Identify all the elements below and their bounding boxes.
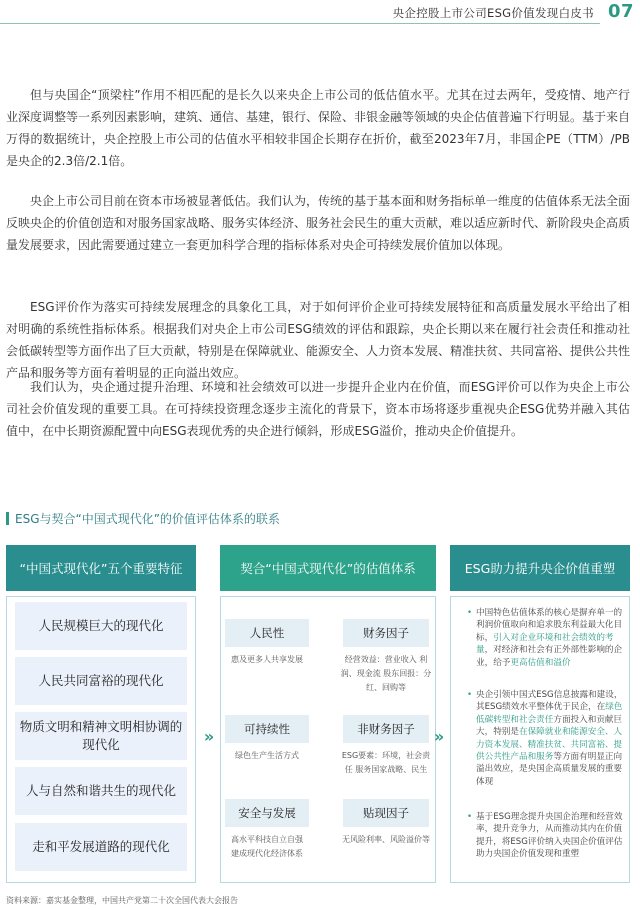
esg-bullet [467,607,625,669]
factor-caption: 经营效益：营业收入 利润、现金流 股东回报：分红、回购等 [340,655,432,692]
header-divider [0,23,600,24]
valuation-panel [220,596,436,883]
feature-item: 走和平发展道路的现代化 [15,823,187,871]
paragraph-2: 央企上市公司目前在资本市场被显著低估。我们认为，传统的基于基本面和财务指标单一维度的估值体系无法全面反映央企的价值创造和对服务国家战略、服务实体经济、服务社会民生的重大贡献，难以适应新时代、新阶段央企高质量发展要求，因此需要通过建立一套更加科学合理的指标体系对央企可持续发展价值加以体现。 [6,194,631,252]
valuation-pill: 可持续性 [225,715,309,743]
section-marker [6,512,9,525]
section-title [6,510,280,527]
page-header [0,0,640,26]
chevron-right-icon: » [203,727,215,746]
source-note: 资料来源：嘉实基金整理，中国共产党第二十次全国代表大会报告 [6,896,238,905]
section-title-text: ESG与契合“中国式现代化”的价值评估体系的联系 [15,512,280,526]
chevron-right-icon: » [433,727,445,746]
bullet-text: ，对经济和社会有正外部性影响的企业，给予 [476,645,623,668]
feature-item: 人与自然和谐共生的现代化 [15,767,187,815]
paragraph-3: ESG评价作为落实可持续发展理念的具象化工具，对于如何评价企业可持续发展特征和高质量发展水平给出了相对明确的系统性指标体系。根据我们对央企上市公司ESG绩效的评估和跟踪，央企长期以来在履行社会责任和推动社会低碳转型等方面作出了巨大贡献，特别是在保障就业、能源安全、人力资本发展、精准扶贫、共同富裕、提供公共性产品和服务等方面有着明显的正向溢出效应。 [6,300,631,380]
valuation-caption: 高水平科技自立自强 建成现代化经济体系 [231,835,303,858]
factor-caption: 无风险利率、风险溢价等 [342,835,430,844]
paragraph-1: 但与央国企“顶梁柱”作用不相匹配的是长久以来央企上市公司的低估值水平。尤其在过去两年，受疫情、地产行业深度调整等一系列因素影响，建筑、通信、基建，银行、保险、非银金融等领域的央企估值普遍下行明显。基于来自万得的数据统计，央企控股上市公司的估值水平相较非国企长期存在折价，截至2023年7月，非国企PE（TTM）/PB是央企的2.3倍/2.1倍。 [6,88,631,168]
bullet-highlight: 在保障就业和能源安全、人力资本发展、精准扶贫、共同富裕、提供公共性产品和服务 [476,727,623,763]
esg-bullet [467,811,625,861]
esg-bullet [467,689,625,788]
bullet-highlight: 引入对企业环境和社会绩效的考量 [476,632,614,656]
factor-pill: 贴现因子 [343,799,429,827]
factor-pill: 财务因子 [343,619,429,647]
document-title: 央企控股上市公司ESG价值发现白皮书 [392,6,594,20]
bullet-text: 中国特色估值体系的核心是摒弃单一的利润价值取向和追求股东利益最大化目标， [476,608,623,643]
column-header-features: “中国式现代化”五个重要特征 [6,545,196,591]
page-number: 07 [607,1,634,22]
factor-caption: ESG要素：环境，社会责任 服务国家战略、民生 [341,751,431,774]
paragraph-4: 我们认为，央企通过提升治理、环境和社会绩效可以进一步提升企业内在价值，而ESG评价可以作为央企上市公司社会价值发现的重要工具。在可持续投资理念逐步主流化的背景下，资本市场将逐步重视央企ESG优势并融入其估值中，在中长期资源配置中向ESG表现优秀的央企进行倾斜，形成ESG溢价，推动央企价值提升。 [6,380,630,438]
bullet-text: 等方面有明显正向溢出效应，是央国企高质量发展的重要体现 [476,752,623,787]
column-header-esg: ESG助力提升央企价值重塑 [450,545,630,591]
esg-panel [450,596,630,883]
feature-item: 人民共同富裕的现代化 [15,657,187,705]
bullet-highlight: 更高估值和溢价 [510,657,571,668]
feature-item: 人民规模巨大的现代化 [15,602,187,650]
bullet-highlight: 绿色低碳转型和社会责任 [476,702,623,725]
valuation-pill: 人民性 [225,619,309,647]
valuation-caption: 惠及更多人共享发展 [231,655,303,664]
bullet-text: 央企引领中国式ESG信息披露和建设，其ESG绩效水平整体优于民企，在 [476,690,623,713]
features-panel [6,596,196,883]
column-header-valuation: 契合“中国式现代化”的估值体系 [220,545,436,591]
factor-pill: 非财务因子 [343,715,429,743]
valuation-pill: 安全与发展 [225,799,309,827]
valuation-caption: 绿色生产生活方式 [235,751,299,760]
feature-item: 物质文明和精神文明相协调的现代化 [15,712,187,760]
bullet-text: 基于ESG理念提升央国企治理和经营效率，提升竞争力，从而推动其内在价值提升，将ESG评价纳入央国企价值评估助力央国企价值发现和重塑 [476,812,623,860]
bullet-text: 方面投入和贡献巨大，特别是 [476,714,623,738]
